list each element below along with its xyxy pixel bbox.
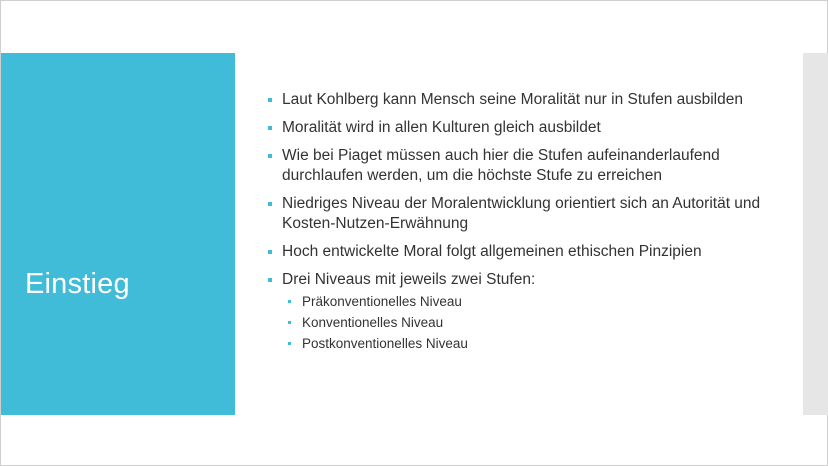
bullet-list (267, 90, 787, 361)
square-bullet-icon (268, 98, 272, 102)
square-bullet-icon (268, 278, 272, 282)
sub-bullet-item (267, 314, 787, 332)
square-bullet-icon (268, 202, 272, 206)
bullet-text: Hoch entwickelte Moral folgt allgemeinen ethischen Pinzipien (282, 243, 702, 260)
sub-bullet-item (267, 335, 787, 353)
square-bullet-icon (268, 126, 272, 130)
sub-bullet-text: Postkonventionelles Niveau (302, 336, 468, 351)
sub-bullet-list (282, 293, 787, 353)
slide-title: Einstieg (25, 268, 130, 300)
square-bullet-icon (288, 342, 291, 345)
bullet-text: Drei Niveaus mit jeweils zwei Stufen: (282, 271, 536, 288)
square-bullet-icon (288, 321, 291, 324)
bullet-item (267, 270, 787, 353)
bullet-item (267, 146, 787, 186)
bullet-text: Moralität wird in allen Kulturen gleich ausbildet (282, 119, 601, 136)
square-bullet-icon (268, 154, 272, 158)
sub-bullet-text: Konventionelles Niveau (302, 315, 444, 330)
sub-bullet-item (267, 293, 787, 311)
bullet-item (267, 194, 787, 234)
square-bullet-icon (288, 300, 291, 303)
bullet-text: Laut Kohlberg kann Mensch seine Moralität nur in Stufen ausbilden (282, 91, 743, 108)
bullet-text: Niedriges Niveau der Moralentwicklung orientiert sich an Autorität und Kosten-Nutzen-Erwähnung (282, 195, 761, 232)
bullet-text: Wie bei Piaget müssen auch hier die Stufen aufeinanderlaufend durchlaufen werden, um die höchste Stufe zu erreichen (282, 147, 720, 184)
bullet-item (267, 118, 787, 138)
square-bullet-icon (268, 250, 272, 254)
bullet-item (267, 90, 787, 110)
title-panel (1, 53, 235, 415)
bullet-item (267, 242, 787, 262)
right-decor-bar (803, 53, 828, 415)
sub-bullet-text: Präkonventionelles Niveau (302, 294, 462, 309)
